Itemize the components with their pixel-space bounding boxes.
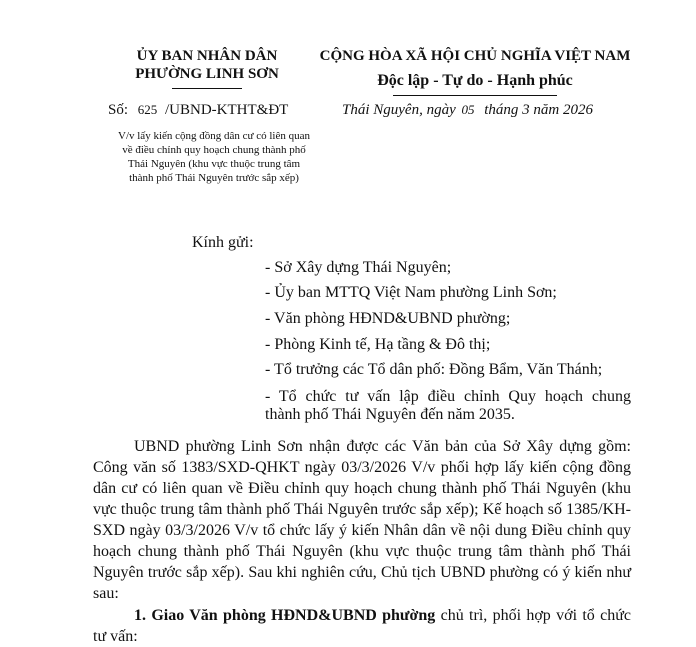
doc-number-line — [108, 102, 288, 119]
item1-heading: 1. Giao Văn phòng HĐND&UBND phường — [134, 607, 436, 624]
nation-motto: Độc lập - Tự do - Hạnh phúc — [377, 72, 573, 89]
recipient-item: - Phòng Kinh tế, Hạ tầng & Đô thị; — [265, 336, 491, 353]
date-line — [342, 102, 593, 119]
doc-number: 625 — [137, 102, 158, 117]
recipient-item-last-line1: - Tổ chức tư vấn lập điều chỉnh Quy hoạch chung — [265, 388, 631, 405]
recipient-item: - Ủy ban MTTQ Việt Nam phường Linh Sơn; — [265, 284, 557, 301]
subject-line: Thái Nguyên (khu vực thuộc trung tâm — [127, 158, 301, 170]
doc-number-label: Số: — [108, 102, 129, 118]
subject-line: V/v lấy kiến cộng đồng dân cư có liên quan — [118, 130, 310, 142]
recipient-item: - Văn phòng HĐND&UBND phường; — [265, 310, 511, 327]
motto-underline — [393, 95, 557, 96]
org-name-line1: ỦY BAN NHÂN DÂN — [136, 48, 278, 64]
date-rest: tháng 3 năm 2026 — [484, 102, 593, 118]
recipient-item: - Sở Xây dựng Thái Nguyên; — [265, 259, 452, 276]
recipient-item-last-line2: thành phố Thái Nguyên đến năm 2035. — [265, 406, 515, 423]
date-day: 05 — [461, 102, 475, 117]
subject-line: thành phố Thái Nguyên trước sắp xếp) — [129, 172, 299, 184]
org-name-line2: PHƯỜNG LINH SƠN — [135, 66, 279, 82]
date-place: Thái Nguyên, ngày — [342, 102, 456, 118]
subject-line: về điều chỉnh quy hoạch chung thành phố — [122, 144, 306, 156]
recipient-item: - Tổ trưởng các Tổ dân phố: Đồng Bẩm, Văn Thánh; — [265, 361, 603, 378]
body-paragraph: UBND phường Linh Sơn nhận được các Văn bản của Sở Xây dựng gồm: Công văn số 1383/SXD-QHKT ngày 03/3/2026 V/v phối hợp lấy kiến cộng đồng dân cư có liên quan về Điều chỉnh quy hoạch chung thành phố Thái Nguyên (khu vực thuộc trung tâm thành phố Thái Nguyên trước sắp xếp); Kế hoạch số 1385/KH-SXD ngày 03/3/2026 V/v tổ chức lấy ý kiến Nhân dân về nội dung Điều chỉnh quy hoạch chung thành phố Thái Nguyên (khu vực thuộc trung tâm thành phố Thái Nguyên trước sắp xếp). Sau khi nghiên cứu, Chủ tịch UBND phường có ý kiến như sau: — [93, 438, 631, 602]
nation-title: CỘNG HÒA XÃ HỘI CHỦ NGHĨA VIỆT NAM — [319, 48, 631, 64]
body-item-1 — [93, 605, 631, 647]
greeting: Kính gửi: — [192, 234, 254, 251]
item1-text: chủ trì, phối hợp với tổ chức tư vấn: — [93, 607, 632, 645]
subject-block — [104, 129, 324, 185]
doc-code: /UBND-KTHT&ĐT — [165, 102, 289, 118]
org-underline — [172, 88, 242, 89]
